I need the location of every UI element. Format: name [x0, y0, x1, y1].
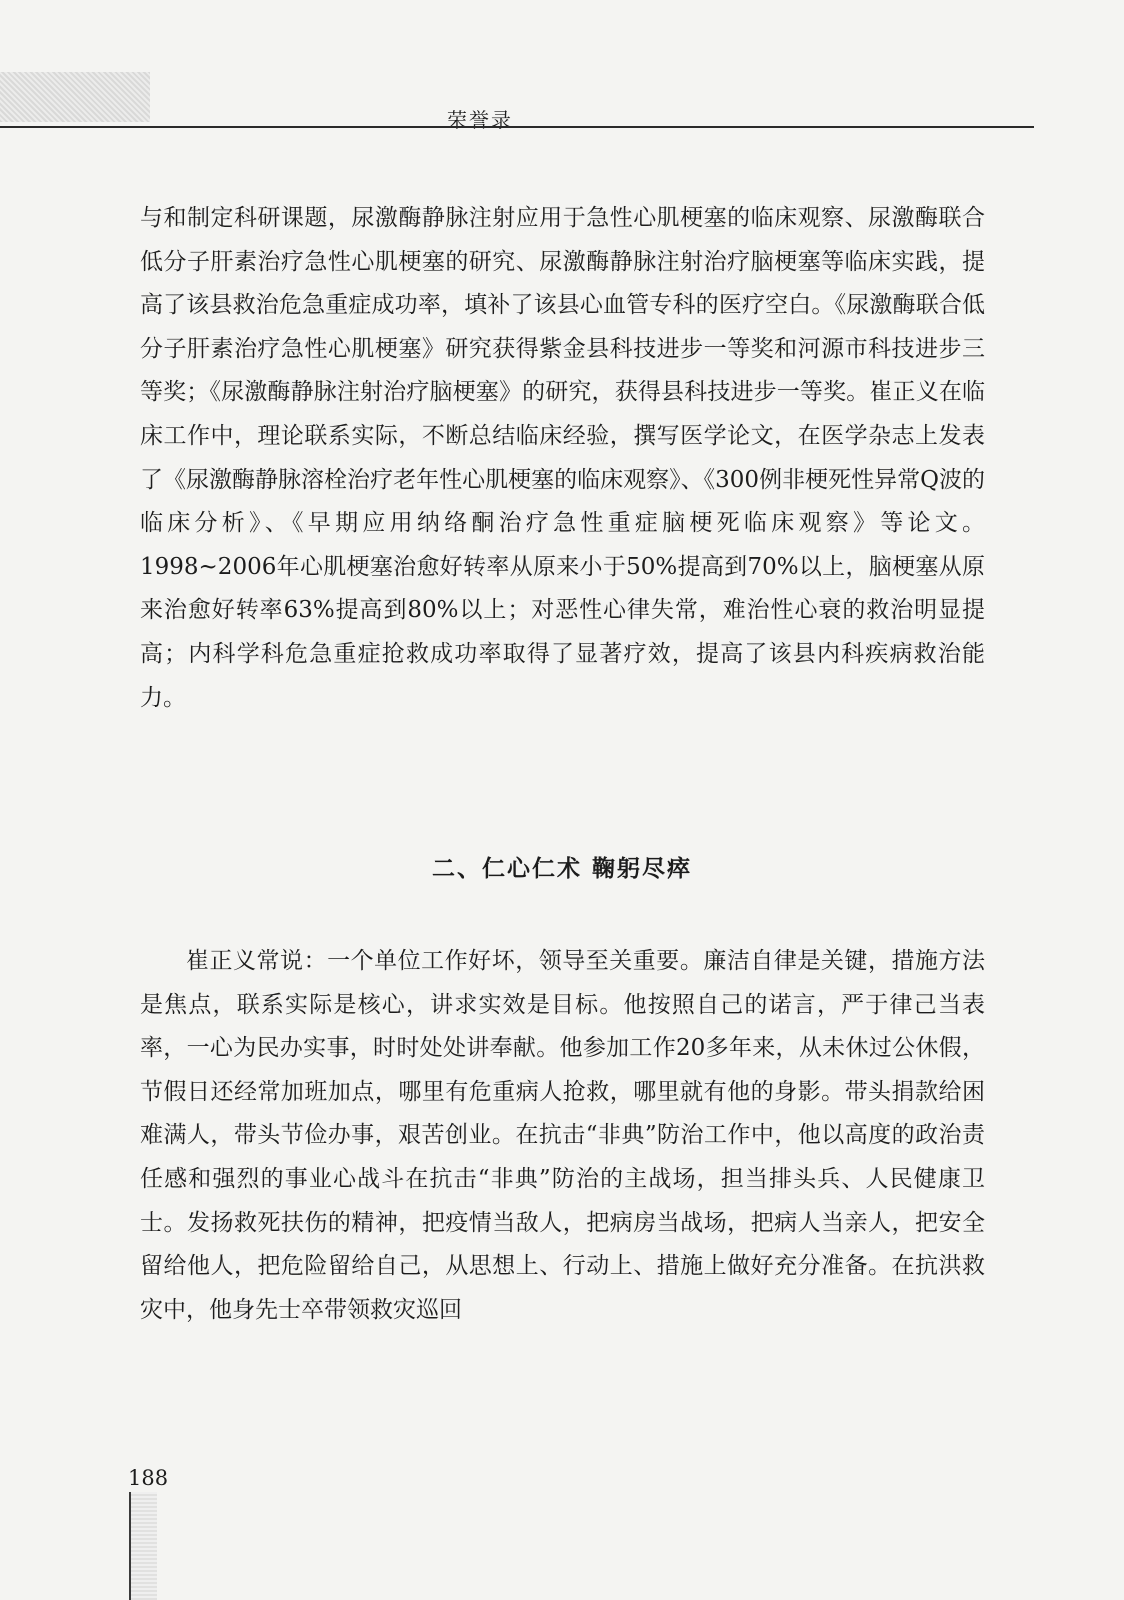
- gutter-scan-artifact: [131, 1492, 157, 1600]
- body-paragraph-1: 与和制定科研课题，尿激酶静脉注射应用于急性心肌梗塞的临床观察、尿激酶联合低分子肝素治疗急性心肌梗塞的研究、尿激酶静脉注射治疗脑梗塞等临床实践，提高了该县救治危急重症成功率，填补了该县心血管专科的医疗空白。《尿激酶联合低分子肝素治疗急性心肌梗塞》研究获得紫金县科技进步一等奖和河源市科技进步三等奖；《尿激酶静脉注射治疗脑梗塞》的研究，获得县科技进步一等奖。崔正义在临床工作中，理论联系实际，不断总结临床经验，撰写医学论文，在医学杂志上发表了《尿激酶静脉溶栓治疗老年性心肌梗塞的临床观察》、《300例非梗死性异常Q波的临床分析》、《早期应用纳络酮治疗急性重症脑梗死临床观察》等论文。1998~2006年心肌梗塞治愈好转率从原来小于50%提高到70%以上，脑梗塞从原来治愈好转率63%提高到80%以上；对恶性心律失常，难治性心衰的救治明显提高；内科学科危急重症抢救成功率取得了显著疗效，提高了该县内科疾病救治能力。: [140, 205, 985, 711]
- header-rule: [0, 126, 1034, 128]
- page-number: 188: [128, 1466, 169, 1490]
- body-paragraph-2: 崔正义常说：一个单位工作好坏，领导至关重要。廉洁自律是关键，措施方法是焦点，联系实际是核心，讲求实效是目标。他按照自己的诺言，严于律己当表率，一心为民办实事，时时处处讲奉献。他参加工作20多年来，从未休过公休假，节假日还经常加班加点，哪里有危重病人抢救，哪里就有他的身影。带头捐款给困难满人，带头节俭办事，艰苦创业。在抗击“非典”防治工作中，他以高度的政治责任感和强烈的事业心战斗在抗击“非典”防治的主战场，担当排头兵、人民健康卫士。发扬救死扶伤的精神，把疫情当敌人，把病房当战场，把病人当亲人，把安全留给他人，把危险留给自己，从思想上、行动上、措施上做好充分准备。在抗洪救灾中，他身先士卒带领救灾巡回: [140, 948, 985, 1323]
- section-heading: 二、仁心仁术 鞠躬尽瘁: [431, 856, 692, 882]
- running-head: 荣誉录: [447, 108, 513, 132]
